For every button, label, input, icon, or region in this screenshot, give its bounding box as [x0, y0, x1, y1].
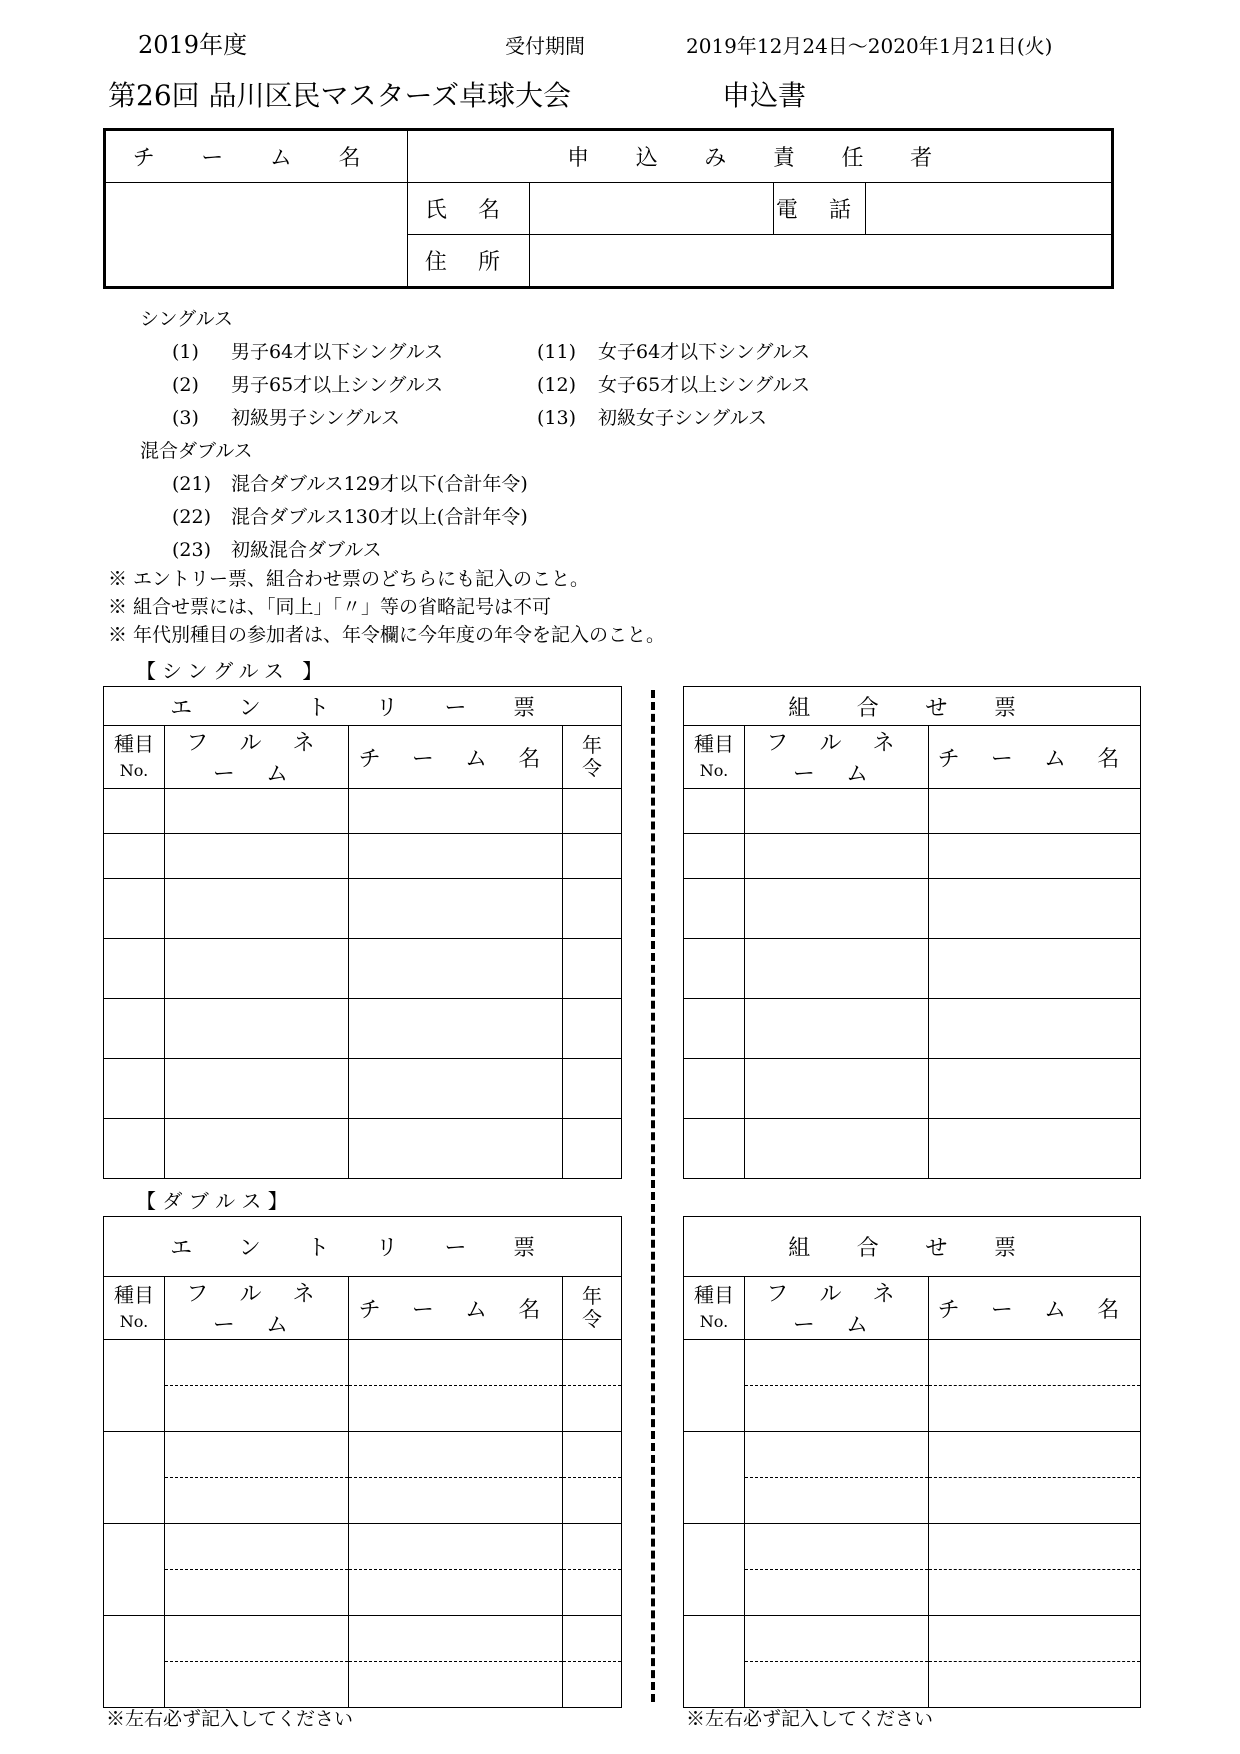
event-name: 女子64才以下シングルス: [598, 341, 811, 363]
event-no: (11): [537, 341, 577, 363]
table-row: [684, 999, 1141, 1059]
table-row: [684, 1432, 1141, 1524]
event-no: (12): [537, 374, 577, 396]
fullname-header: フ ル ネ ー ム: [745, 726, 929, 789]
event-name: 男子64才以下シングルス: [231, 341, 444, 363]
table-row: [104, 1432, 622, 1524]
event-no-header: 種目 No.: [104, 726, 165, 789]
table-row: [104, 1119, 622, 1179]
table-row: [104, 1524, 622, 1616]
address-label: 住 所: [408, 235, 530, 288]
entry-title: エ ン ト リ ー 票: [104, 1217, 622, 1277]
event-name: 初級女子シングルス: [598, 407, 768, 429]
singles-section-heading: 【シングルス 】: [136, 659, 329, 683]
table-row: [104, 1340, 622, 1432]
singles-events-heading: シングルス: [140, 308, 234, 330]
singles-entry-table: [103, 686, 622, 1179]
table-row: [684, 1616, 1141, 1708]
event-no: (21): [172, 473, 212, 495]
table-row: [684, 879, 1141, 939]
form-type: 申込書: [722, 79, 807, 112]
fullname-header: フ ル ネ ー ム: [165, 726, 349, 789]
event-name: 男子65才以上シングルス: [231, 374, 444, 396]
table-row: [104, 834, 622, 879]
event-name: 混合ダブルス130才以上(合計年令): [231, 506, 528, 528]
entry-title: エ ン ト リ ー 票: [104, 687, 622, 726]
singles-pairing-table: [683, 686, 1141, 1179]
table-row: [684, 1119, 1141, 1179]
table-row: [104, 999, 622, 1059]
table-row: [104, 939, 622, 999]
team-header: チ ー ム 名: [349, 726, 563, 789]
event-no-header: 種目 No.: [684, 1277, 745, 1340]
event-name: 初級男子シングルス: [231, 407, 401, 429]
team-header: チ ー ム 名: [349, 1277, 563, 1340]
footer-note-left: ※左右必ず記入してください: [106, 1708, 354, 1730]
period-dates: 2019年12月24日～2020年1月21日(火): [686, 34, 1053, 58]
cut-line: [651, 690, 655, 1702]
table-row: [104, 789, 622, 834]
event-no: (2): [172, 374, 199, 396]
applicant-table: [103, 128, 1114, 289]
pairing-title: 組 合 せ 票: [684, 687, 1141, 726]
fiscal-year: 2019年度: [138, 31, 248, 59]
age-header: 年 令: [563, 1277, 622, 1340]
doubles-section-heading: 【 ダ ブ ル ス 】: [136, 1189, 288, 1213]
doubles-pairing-table: [683, 1216, 1141, 1708]
table-row: [684, 834, 1141, 879]
event-no: (22): [172, 506, 212, 528]
note: ※ 組合せ票には、「同上」「〃」等の省略記号は不可: [108, 596, 552, 618]
note: ※ エントリー票、組合わせ票のどちらにも記入のこと。: [108, 568, 590, 590]
table-row: [684, 1524, 1141, 1616]
name-field[interactable]: [530, 183, 774, 235]
name-label: 氏 名: [408, 183, 530, 235]
table-row: [104, 1059, 622, 1119]
note: ※ 年代別種目の参加者は、年令欄に今年度の年令を記入のこと。: [108, 624, 666, 646]
team-name-field[interactable]: [105, 183, 408, 288]
team-name-header: チ ー ム 名: [105, 130, 408, 183]
event-no: (3): [172, 407, 199, 429]
table-row: [684, 789, 1141, 834]
table-row: [684, 1059, 1141, 1119]
team-header: チ ー ム 名: [929, 1277, 1141, 1340]
event-name: 初級混合ダブルス: [231, 539, 382, 561]
table-row: [104, 879, 622, 939]
event-no-header: 種目 No.: [104, 1277, 165, 1340]
event-name: 女子65才以上シングルス: [598, 374, 811, 396]
pairing-title: 組 合 せ 票: [684, 1217, 1141, 1277]
phone-field[interactable]: [866, 183, 1113, 235]
table-row: [104, 1616, 622, 1708]
fullname-header: フ ル ネ ー ム: [745, 1277, 929, 1340]
fullname-header: フ ル ネ ー ム: [165, 1277, 349, 1340]
period-label: 受付期間: [505, 34, 585, 58]
team-header: チ ー ム 名: [929, 726, 1141, 789]
event-no: (1): [172, 341, 199, 363]
age-header: 年 令: [563, 726, 622, 789]
table-row: [684, 1340, 1141, 1432]
event-no-header: 種目 No.: [684, 726, 745, 789]
event-no: (23): [172, 539, 212, 561]
event-name: 混合ダブルス129才以下(合計年令): [231, 473, 528, 495]
doubles-entry-table: [103, 1216, 622, 1708]
address-field[interactable]: [530, 235, 1113, 288]
event-no: (13): [537, 407, 577, 429]
responsible-header: 申 込 み 責 任 者: [408, 130, 1113, 183]
table-row: [684, 939, 1141, 999]
footer-note-right: ※左右必ず記入してください: [686, 1708, 934, 1730]
doubles-events-heading: 混合ダブルス: [140, 440, 253, 462]
page-title: 第26回 品川区民マスターズ卓球大会: [108, 79, 572, 112]
phone-label: 電 話: [774, 183, 866, 235]
